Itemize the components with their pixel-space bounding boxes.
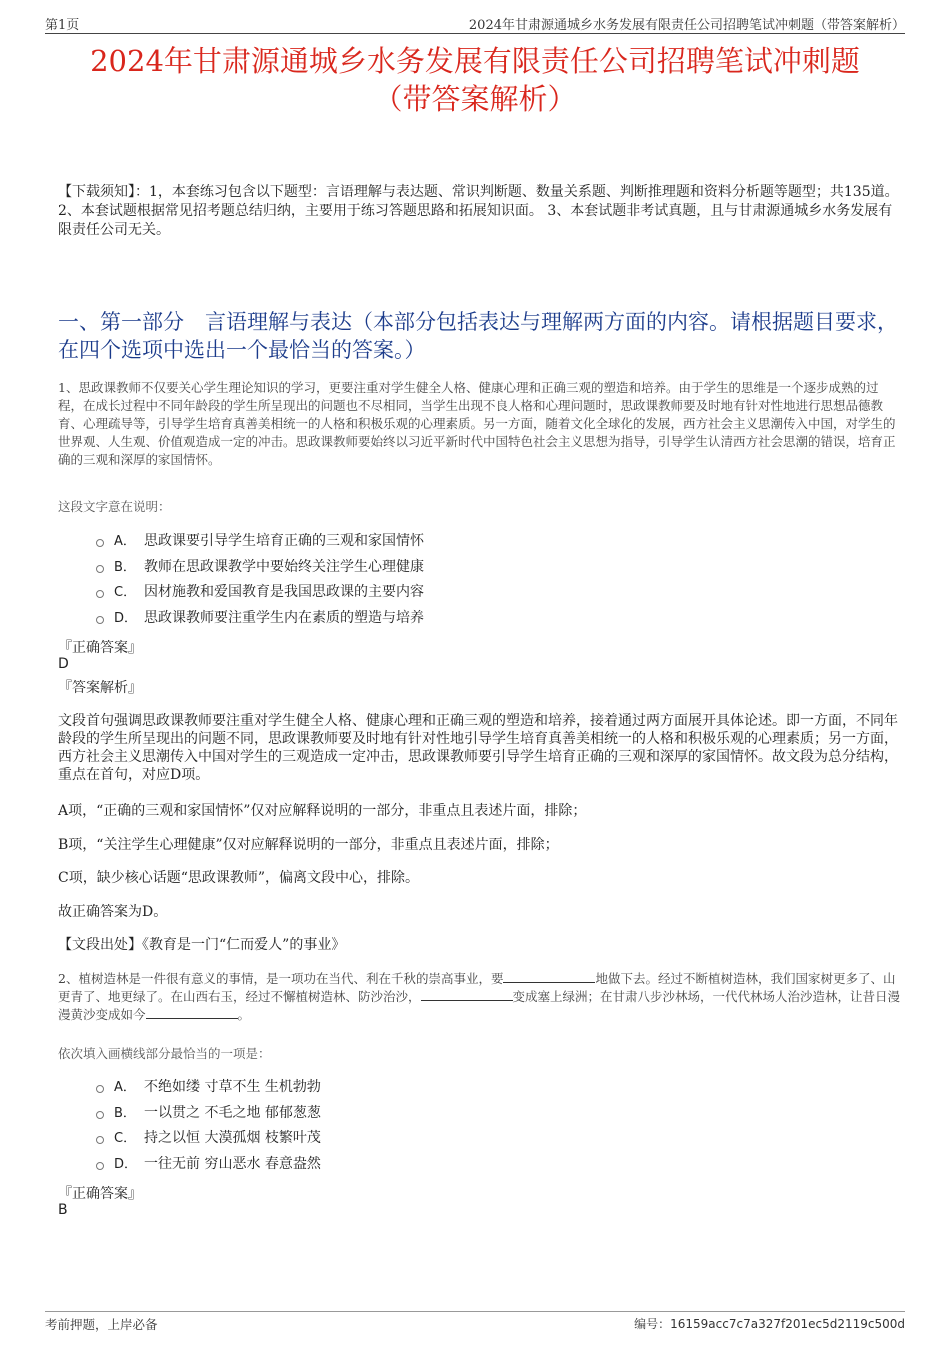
question-1-prompt: 这段文字意在说明： <box>58 499 171 514</box>
option-text: 一往无前 穷山恶水 春意盎然 <box>144 1155 321 1172</box>
option-letter: C． <box>114 585 137 600</box>
footer-divider <box>45 1311 905 1312</box>
document-id: 编号：16159acc7c7a327f201ec5d2119c500d <box>634 1317 905 1331</box>
answer-label: 『正确答案』 <box>58 1186 142 1202</box>
option-text: 不绝如缕 寸草不生 生机勃勃 <box>144 1079 321 1095</box>
option-a[interactable] <box>96 1075 321 1101</box>
option-text: 思政课教师要注重学生内在素质的塑造与培养 <box>144 609 424 626</box>
page-number: 第1页 <box>45 18 80 33</box>
option-letter: A． <box>114 534 136 549</box>
running-title: 2024年甘肃源通城乡水务发展有限责任公司招聘笔试冲刺题（带答案解析） <box>468 18 905 33</box>
option-letter: C． <box>114 1131 137 1146</box>
radio-icon[interactable] <box>96 1162 104 1170</box>
question-2-options <box>96 1075 321 1177</box>
passage-source: 【文段出处】《教育是一门“仁而爱人”的事业》 <box>58 937 346 953</box>
fill-blank-2[interactable] <box>421 988 513 1001</box>
download-notice: 【下载须知】：1，本套练习包含以下题型：言语理解与表达题、常识判断题、数量关系题、判断推理题和资料分析题等题型；共135道。 2、本套试题根据常见招考题总结归纳，主要用于练习答题思路和拓展知识面。 3、本套试题非考试真题，且与甘肃源通城乡水务发展有限责任公司无关。 <box>58 184 899 238</box>
radio-icon[interactable] <box>96 539 104 547</box>
analysis-label: 『答案解析』 <box>58 680 142 696</box>
answer-value: B <box>58 1202 68 1218</box>
stem-part: 变成塞上绿洲；在甘肃八步沙林场，一代代林场人治沙造林，让昔日漫漫黄沙变成如今 <box>58 989 901 1022</box>
analysis-note-c: C项，缺少核心话题“思政课教师”，偏离文段中心，排除。 <box>58 870 420 886</box>
question-1-options <box>96 529 424 631</box>
footer-slogan: 考前押题，上岸必备 <box>45 1317 158 1332</box>
option-text: 思政课要引导学生培育正确的三观和家国情怀 <box>144 533 424 549</box>
option-text: 一以贯之 不毛之地 郁郁葱葱 <box>144 1104 321 1121</box>
question-2-stem <box>58 970 903 1024</box>
stem-part: 地做下去。经过不断植树造林，我们国家树更多了、山更青了、地更绿了。在山西右玉，经过不懈植树造林、防沙治沙， <box>58 971 896 1004</box>
title-line-1: 2024年甘肃源通城乡水务发展有限责任公司招聘笔试冲刺题 <box>90 44 860 78</box>
option-c[interactable] <box>96 580 424 606</box>
analysis-text: 文段首句强调思政课教师要注重对学生健全人格、健康心理和正确三观的塑造和培养，接着通过两方面展开具体论述。即一方面，不同年龄段的学生所呈现出的问题不同，思政课教师要及时地有针对性地引导学生培育真善美相统一的人格和积极乐观的心理素质；另一方面，西方社会主义思潮传入中国对学生的三观造成一定冲击，思政课教师要引导学生培育正确的三观和深厚的家国情怀。故文段为总分结构，重点在首句，对应D项。 <box>58 713 898 783</box>
option-letter: D． <box>114 610 138 626</box>
option-a[interactable] <box>96 529 424 555</box>
radio-icon[interactable] <box>96 565 104 573</box>
answer-label: 『正确答案』 <box>58 640 142 656</box>
option-d[interactable] <box>96 1152 321 1178</box>
option-b[interactable] <box>96 555 424 581</box>
option-text: 持之以恒 大漠孤烟 枝繁叶茂 <box>144 1130 321 1146</box>
option-letter: D． <box>114 1156 138 1172</box>
option-b[interactable] <box>96 1101 321 1127</box>
option-text: 教师在思政课教学中要始终关注学生心理健康 <box>144 558 424 575</box>
option-letter: B． <box>114 1105 136 1121</box>
stem-part: 。 <box>237 1007 251 1022</box>
title-line-2: （带答案解析） <box>373 82 577 116</box>
radio-icon[interactable] <box>96 590 104 598</box>
answer-value: D <box>58 656 69 672</box>
option-d[interactable] <box>96 606 424 632</box>
page-title <box>40 42 910 118</box>
option-c[interactable] <box>96 1126 321 1152</box>
fill-blank-3[interactable] <box>146 1006 238 1019</box>
radio-icon[interactable] <box>96 616 104 624</box>
question-1-stem: 1、思政课教师不仅要关心学生理论知识的学习，更要注重对学生健全人格、健康心理和正确三观的塑造和培养。由于学生的思维是一个逐步成熟的过程，在成长过程中不同年龄段的学生所呈现出的问题也不尽相同，当学生出现不良人格和心理问题时，思政课教师要及时地有针对性地进行思想品德教育、心理疏导等，引导学生培育真善美相统一的人格和积极乐观的心理素质。另一方面，随着文化全球化的发展，西方社会主义思潮传入中国，对学生的世界观、人生观、价值观造成一定的冲击。思政课教师要始终以习近平新时代中国特色社会主义思想为指导，引导学生认清西方社会思潮的错误，培育正确的三观和深厚的家国情怀。 <box>58 380 896 467</box>
fill-blank-1[interactable] <box>503 970 595 983</box>
analysis-conclusion: 故正确答案为D。 <box>58 904 168 920</box>
analysis-note-b: B项，“关注学生心理健康”仅对应解释说明的一部分，非重点且表述片面，排除； <box>58 837 559 853</box>
radio-icon[interactable] <box>96 1136 104 1144</box>
question-2-prompt: 依次填入画横线部分最恰当的一项是： <box>58 1046 271 1061</box>
option-text: 因材施教和爱国教育是我国思政课的主要内容 <box>144 584 424 600</box>
radio-icon[interactable] <box>96 1111 104 1119</box>
header-divider <box>45 33 905 34</box>
stem-part: 2、植树造林是一件很有意义的事情，是一项功在当代、利在千秋的崇高事业，要 <box>58 971 504 986</box>
analysis-note-a: A项，“正确的三观和家国情怀”仅对应解释说明的一部分，非重点且表述片面，排除； <box>58 803 587 819</box>
radio-icon[interactable] <box>96 1085 104 1093</box>
section-heading: 一、第一部分 言语理解与表达（本部分包括表达与理解两方面的内容。请根据题目要求，在四个选项中选出一个最恰当的答案。） <box>58 310 898 362</box>
option-letter: A． <box>114 1080 136 1095</box>
option-letter: B． <box>114 559 136 575</box>
